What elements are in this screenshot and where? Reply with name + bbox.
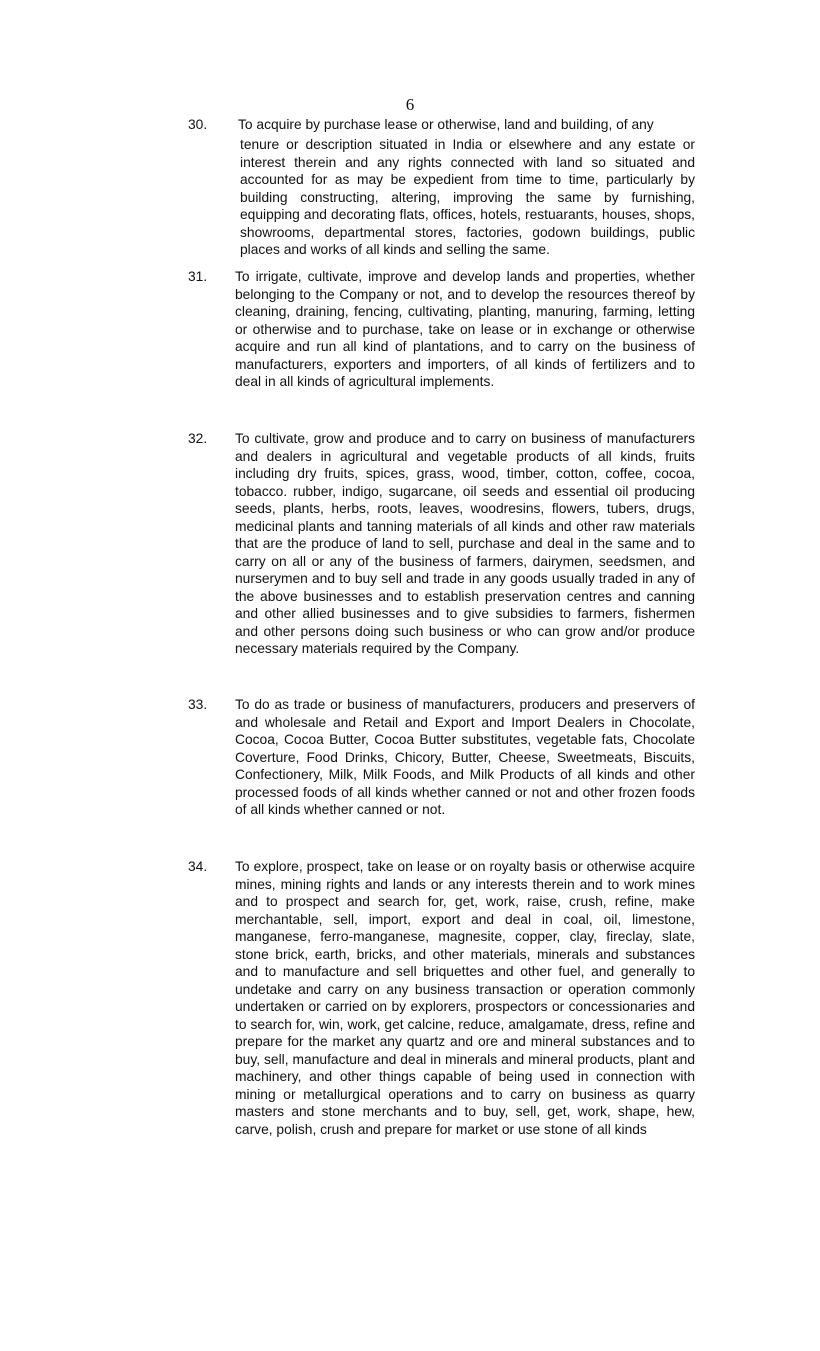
clause-number: 31. <box>188 269 208 284</box>
page-number: 6 <box>405 95 415 114</box>
clause-number: 32. <box>188 431 208 446</box>
clause-text: To explore, prospect, take on lease or on royalty basis or otherwise acquire mines, mining rights and lands or any interests therein and to work mines and to prospect and search for, get, work, raise, crush, refine, make merchantable, sell, import, export and deal in coal, oil, limestone, manganese, ferro-manganese, magnesite, copper, clay, fireclay, slate, stone brick, earth, bricks, and other materials, minerals and substances and to manufacture and sell briquettes and other fuel, and generally to undetake and carry on any business transaction or operation commonly undertaken or carried on by explorers, prospectors or concessionaries and to search for, win, work, get calcine, reduce, amalgamate, dress, refine and prepare for the market any quartz and ore and mineral substances and to buy, sell, manufacture and deal in minerals and mineral products, plant and machinery, and other things capable of being used in connection with mining or metallurgical operations and to carry on business as quarry masters and stone merchants and to buy, sell, get, work, shape, hew, carve, polish, crush and prepare for market or use stone of all kinds <box>235 859 695 1137</box>
clause-text: To do as trade or business of manufacturers, producers and preservers of and wholesale and Retail and Export and Import Dealers in Chocolate, Cocoa, Cocoa Butter, Cocoa Butter substitutes, vegetable fats, Chocolate Coverture, Food Drinks, Chicory, Butter, Cheese, Sweetmeats, Biscuits, Confectionery, Milk, Milk Foods, and Milk Products of all kinds and other processed foods of all kinds whether canned or not and other frozen foods of all kinds whether canned or not. <box>235 697 695 817</box>
clause-number: 30. <box>188 117 208 132</box>
clause-number: 33. <box>188 697 208 712</box>
clause-text: tenure or description situated in India or elsewhere and any estate or interest therein and any rights connected with land so situated and accounted for as may be expedient from time to time, particularly by building constructing, altering, improving the same by furnishing, equipping and decorating flats, offices, hotels, restuarants, houses, shops, showrooms, departmental stores, factories, godown buildings, public places and works of all kinds and selling the same. <box>240 137 695 257</box>
clause-text: To irrigate, cultivate, improve and develop lands and properties, whether belonging to the Company or not, and to develop the resources thereof by cleaning, draining, fencing, cultivating, planting, manuring, farming, letting or otherwise and to purchase, take on lease or in exchange or otherwise acquire and run all kind of plantations, and to carry on the business of manufacturers, exporters and importers, of all kinds of fertilizers and to deal in all kinds of agricultural implements. <box>235 269 695 389</box>
clause-number: 34. <box>188 859 208 874</box>
clause-text: To cultivate, grow and produce and to carry on business of manufacturers and dealers in agricultural and vegetable products of all kinds, fruits including dry fruits, spices, grass, wood, timber, cotton, coffee, cocoa, tobacco. rubber, indigo, sugarcane, oil seeds and essential oil producing seeds, plants, herbs, roots, leaves, woodresins, flowers, tubers, drugs, medicinal plants and tanning materials of all kinds and other raw materials that are the produce of land to sell, purchase and deal in the same and to carry on all or any of the business of farmers, dairymen, seedsmen, and nurserymen and to buy sell and trade in any goods usually traded in any of the above businesses and to establish preservation centres and canning and other allied businesses and to give subsidies to farmers, fishermen and other persons doing such business or who can grow and/or produce necessary materials required by the Company. <box>235 431 695 656</box>
clause-first-line: To acquire by purchase lease or otherwise, land and building, of any <box>238 117 654 132</box>
